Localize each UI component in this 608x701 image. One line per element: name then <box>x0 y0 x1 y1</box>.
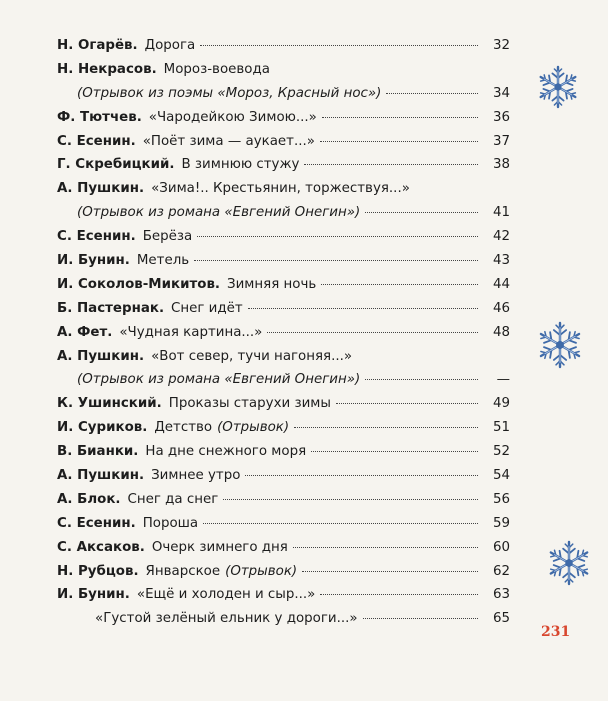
table-of-contents <box>57 38 510 635</box>
toc-author: С. Есенин. <box>57 133 136 149</box>
dot-leader <box>294 427 478 428</box>
toc-author: А. Блок. <box>57 491 121 507</box>
toc-entry <box>57 110 510 134</box>
toc-page-number: 44 <box>492 276 510 292</box>
toc-entry <box>57 444 510 468</box>
toc-page-number: 38 <box>492 157 510 173</box>
toc-entry <box>57 157 510 181</box>
toc-title: Очерк зимнего дня <box>151 539 288 555</box>
toc-page-number: 51 <box>492 420 510 436</box>
toc-title: Метель <box>136 253 190 269</box>
toc-author: И. Бунин. <box>57 253 130 269</box>
toc-entry <box>57 205 510 229</box>
dot-leader <box>200 45 478 46</box>
toc-author: Н. Огарёв. <box>57 38 138 53</box>
toc-author: В. Бианки. <box>57 444 139 460</box>
toc-entry <box>57 349 510 373</box>
dot-leader <box>336 403 478 404</box>
dot-leader <box>365 212 478 213</box>
toc-page-number: 63 <box>492 587 510 603</box>
dot-leader <box>248 308 478 309</box>
toc-page-number: 65 <box>492 611 510 627</box>
toc-title: «Густой зелёный ельник у дороги...» <box>95 611 358 627</box>
dot-leader <box>197 236 478 237</box>
toc-title-note: (Отрывок) <box>217 420 290 436</box>
toc-title: Зимняя ночь <box>227 276 317 292</box>
toc-page-number: 37 <box>492 133 510 149</box>
toc-entry <box>57 86 510 110</box>
toc-entry <box>57 468 510 492</box>
toc-page-number: 59 <box>492 515 510 531</box>
toc-title: «Поёт зима — аукает...» <box>142 133 315 149</box>
toc-entry <box>57 253 510 277</box>
dot-leader <box>223 499 478 500</box>
toc-author: Б. Пастернак. <box>57 300 165 316</box>
toc-title: «Вот север, тучи нагоняя...» <box>151 348 353 364</box>
toc-entry <box>57 325 510 349</box>
dot-leader <box>321 284 478 285</box>
toc-title: Проказы старухи зимы <box>168 396 331 412</box>
toc-page-number: 62 <box>492 563 510 579</box>
toc-title: Дорога <box>144 38 196 53</box>
toc-title: «Чародейкою Зимою...» <box>148 109 317 125</box>
dot-leader <box>365 379 478 380</box>
toc-title: «Чудная картина...» <box>119 324 263 340</box>
dot-leader <box>302 571 478 572</box>
toc-author: А. Пушкин. <box>57 181 145 197</box>
page-number: 231 <box>541 624 571 640</box>
toc-entry <box>57 62 510 86</box>
toc-author: И. Суриков. <box>57 420 148 436</box>
toc-title: Мороз-воевода <box>163 61 270 77</box>
toc-author: С. Есенин. <box>57 515 136 531</box>
toc-title: Пороша <box>142 515 199 531</box>
toc-title: Январское <box>145 563 221 579</box>
dot-leader <box>245 475 478 476</box>
toc-title: Снег идёт <box>171 300 243 316</box>
dot-leader <box>311 451 478 452</box>
toc-page-number: 52 <box>492 444 510 460</box>
toc-page-number: 49 <box>492 396 510 412</box>
toc-entry <box>57 564 510 588</box>
dot-leader <box>267 332 478 333</box>
toc-entry <box>57 229 510 253</box>
toc-author: И. Соколов-Микитов. <box>57 276 221 292</box>
toc-entry <box>57 540 510 564</box>
toc-title: Зимнее утро <box>151 468 241 484</box>
dot-leader <box>363 618 478 619</box>
dot-leader <box>203 523 478 524</box>
dot-leader <box>386 93 478 94</box>
toc-title: «Зима!.. Крестьянин, торжествуя...» <box>151 181 410 197</box>
toc-title-note: (Отрывок) <box>225 563 298 579</box>
toc-page-number: 54 <box>492 468 510 484</box>
toc-author: Н. Некрасов. <box>57 61 157 77</box>
toc-author: Ф. Тютчев. <box>57 109 142 125</box>
toc-author: Г. Скребицкий. <box>57 157 175 173</box>
toc-title: Берёза <box>142 229 193 245</box>
toc-page-number: 36 <box>492 109 510 125</box>
toc-entry <box>57 134 510 158</box>
toc-entry <box>57 420 510 444</box>
toc-author: И. Бунин. <box>57 587 130 603</box>
toc-entry <box>57 301 510 325</box>
toc-entry <box>57 492 510 516</box>
dot-leader <box>293 547 478 548</box>
toc-entry <box>57 181 510 205</box>
toc-subtitle: (Отрывок из поэмы «Мороз, Красный нос») <box>77 85 382 101</box>
toc-page-number: 42 <box>492 229 510 245</box>
toc-entry <box>57 587 510 611</box>
toc-page-number: 48 <box>492 324 510 340</box>
dot-leader <box>320 141 478 142</box>
toc-title: «Ещё и холоден и сыр...» <box>136 587 316 603</box>
snowflake-icon <box>533 62 583 112</box>
toc-author: Н. Рубцов. <box>57 563 139 579</box>
toc-title: На дне снежного моря <box>145 444 307 460</box>
toc-page-number: 43 <box>492 253 510 269</box>
toc-title: Снег да снег <box>127 491 219 507</box>
toc-title: В зимнюю стужу <box>181 157 300 173</box>
toc-entry <box>57 516 510 540</box>
toc-entry <box>57 372 510 396</box>
toc-author: А. Пушкин. <box>57 348 145 364</box>
snowflake-icon <box>533 318 587 372</box>
toc-author: С. Есенин. <box>57 229 136 245</box>
toc-entry <box>57 396 510 420</box>
toc-author: А. Фет. <box>57 324 113 340</box>
toc-subtitle: (Отрывок из романа «Евгений Онегин») <box>77 372 361 388</box>
toc-page-number: — <box>496 372 510 388</box>
toc-page-number: 56 <box>492 491 510 507</box>
toc-subtitle: (Отрывок из романа «Евгений Онегин») <box>77 205 361 221</box>
dot-leader <box>320 594 478 595</box>
toc-author: С. Аксаков. <box>57 539 145 555</box>
toc-page-number: 34 <box>492 85 510 101</box>
toc-page-number: 41 <box>492 205 510 221</box>
toc-entry <box>57 277 510 301</box>
toc-page-number: 46 <box>492 300 510 316</box>
dot-leader <box>322 117 478 118</box>
toc-entry <box>57 611 510 635</box>
dot-leader <box>194 260 478 261</box>
toc-title: Детство <box>154 420 213 436</box>
toc-author: А. Пушкин. <box>57 468 145 484</box>
toc-page-number: 60 <box>492 539 510 555</box>
toc-author: К. Ушинский. <box>57 396 162 412</box>
toc-entry <box>57 38 510 62</box>
toc-page-number: 32 <box>492 38 510 53</box>
dot-leader <box>304 164 478 165</box>
snowflake-icon <box>543 537 595 589</box>
